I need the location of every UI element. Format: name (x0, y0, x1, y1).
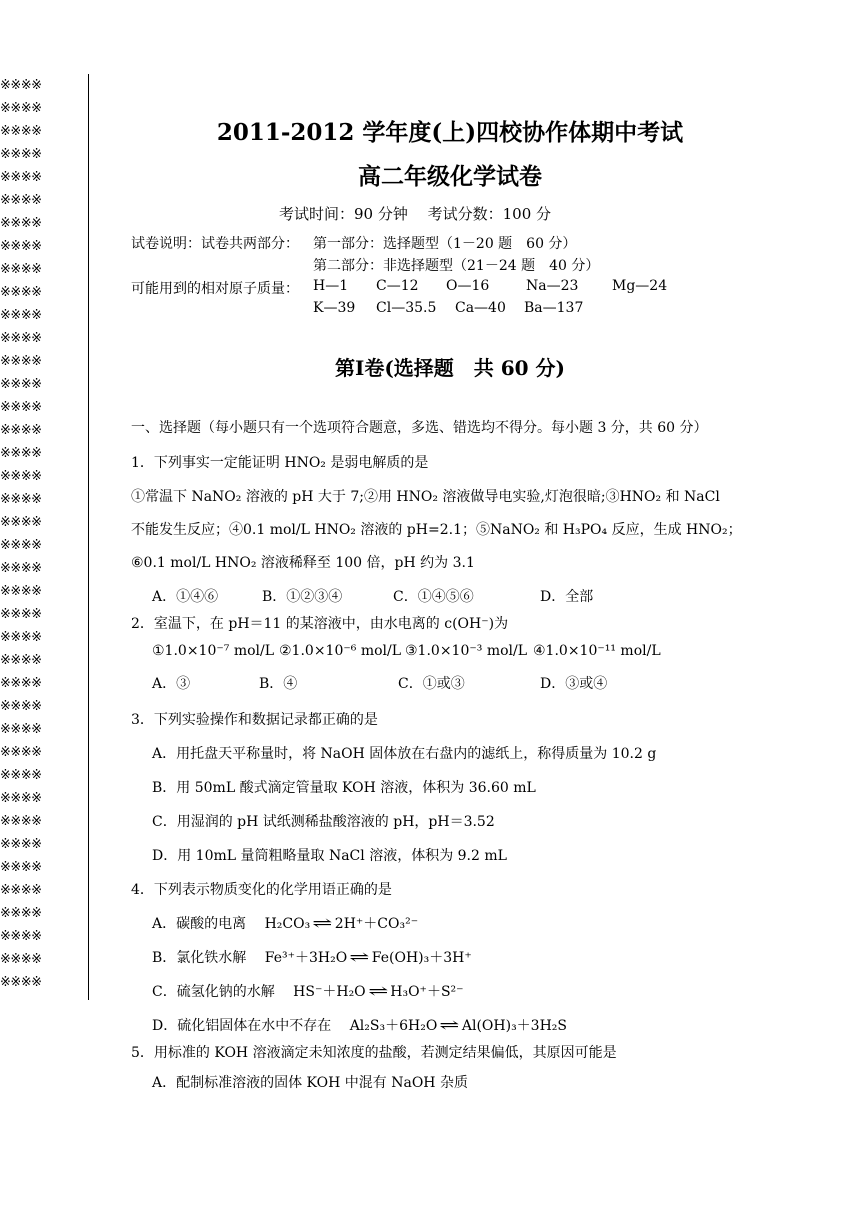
option-label: A．碳酸的电离 (152, 916, 247, 932)
margin-pattern-row: ※※※※ (0, 78, 42, 93)
question-3-option-d: D．用 10mL 量筒粗略量取 NaCl 溶液，体积为 9.2 mL (152, 848, 507, 864)
margin-pattern-row: ※※※※ (0, 308, 42, 323)
atomic-mass: Mg—24 (612, 278, 668, 294)
question-1-option-c: C．①④⑤⑥ (393, 589, 474, 605)
question-2-choice: ①1.0×10⁻⁷ mol/L (152, 643, 275, 659)
question-4-option-c (152, 981, 464, 1001)
margin-pattern-row: ※※※※ (0, 354, 42, 369)
binding-line (88, 74, 89, 1000)
atomic-mass: K—39 (313, 300, 356, 316)
option-label: C．硫氢化钠的水解 (152, 984, 275, 1000)
instructions: 一、选择题（每小题只有一个选项符合题意，多选、错选均不得分。每小题 3 分，共 60 分） (131, 420, 708, 436)
margin-pattern-row: ※※※※ (0, 216, 42, 231)
margin-pattern-row: ※※※※ (0, 607, 42, 622)
equation-lhs: Fe³⁺＋3H₂O (264, 950, 348, 966)
margin-pattern-row: ※※※※ (0, 492, 42, 507)
equation-lhs: H₂CO₃ (264, 916, 311, 932)
option-label: D．硫化铝固体在水中不存在 (152, 1018, 332, 1034)
question-1-line: ⑥0.1 mol/L HNO₂ 溶液稀释至 100 倍，pH 约为 3.1 (131, 555, 475, 571)
exam-info: 考试时间：90 分钟 考试分数：100 分 (279, 205, 552, 223)
equation-rhs: 2H⁺＋CO₃²⁻ (334, 916, 419, 932)
equation-rhs: H₃O⁺＋S²⁻ (390, 984, 464, 1000)
question-1-line: 不能发生反应；④0.1 mol/L HNO₂ 溶液的 pH=2.1；⑤NaNO₂ 和 H₃PO₄ 反应，生成 HNO₂； (131, 522, 742, 538)
question-1-line: ①常温下 NaNO₂ 溶液的 pH 大于 7;②用 HNO₂ 溶液做导电实验,灯泡很暗;③HNO₂ 和 NaCl (131, 489, 720, 505)
margin-pattern-row: ※※※※ (0, 262, 42, 277)
equilibrium-arrow-icon: ⇌ (312, 914, 333, 932)
question-2-choice: ④1.0×10⁻¹¹ mol/L (533, 643, 661, 659)
margin-pattern-row: ※※※※ (0, 469, 42, 484)
atomic-mass: Na—23 (526, 278, 579, 294)
margin-pattern-row: ※※※※ (0, 699, 42, 714)
margin-pattern-row: ※※※※ (0, 929, 42, 944)
equilibrium-arrow-icon: ⇌ (349, 948, 370, 966)
margin-pattern-row: ※※※※ (0, 837, 42, 852)
margin-pattern-row: ※※※※ (0, 285, 42, 300)
atomic-mass: H—1 (313, 278, 349, 294)
equilibrium-arrow-icon: ⇌ (439, 1016, 460, 1034)
question-3-option-c: C．用湿润的 pH 试纸测稀盐酸溶液的 pH，pH＝3.52 (152, 814, 495, 830)
paper-note-label: 试卷说明：试卷共两部分： (131, 236, 299, 252)
question-2-option-d: D．③或④ (540, 676, 608, 692)
margin-pattern-row: ※※※※ (0, 722, 42, 737)
question-2-option-b: B．④ (259, 676, 298, 692)
equilibrium-arrow-icon: ⇌ (367, 982, 389, 1000)
paper-note-part1: 第一部分：选择题型（1－20 题 60 分） (313, 236, 577, 252)
question-4-option-b (152, 947, 472, 967)
atomic-mass: Ba—137 (524, 300, 584, 316)
margin-pattern-row: ※※※※ (0, 538, 42, 553)
margin-pattern-row: ※※※※ (0, 101, 42, 116)
margin-pattern-row: ※※※※ (0, 883, 42, 898)
margin-pattern-row: ※※※※ (0, 676, 42, 691)
question-2-choice: ③1.0×10⁻³ mol/L (405, 643, 528, 659)
margin-pattern-row: ※※※※ (0, 147, 42, 162)
atomic-mass-label: 可能用到的相对原子质量： (131, 281, 299, 297)
margin-pattern-row: ※※※※ (0, 975, 42, 990)
exam-subtitle: 高二年级化学试卷 (358, 163, 542, 190)
margin-pattern-row: ※※※※ (0, 561, 42, 576)
margin-pattern-row: ※※※※ (0, 653, 42, 668)
margin-pattern-row: ※※※※ (0, 768, 42, 783)
margin-pattern-row: ※※※※ (0, 377, 42, 392)
atomic-mass: Ca—40 (455, 300, 506, 316)
margin-pattern-row: ※※※※ (0, 952, 42, 967)
equation-lhs: HS⁻＋H₂O (293, 984, 366, 1000)
exam-title: 2011-2012 学年度(上)四校协作体期中考试 (216, 119, 684, 146)
question-3-option-b: B．用 50mL 酸式滴定管量取 KOH 溶液，体积为 36.60 mL (152, 780, 536, 796)
question-4-stem: 4．下列表示物质变化的化学用语正确的是 (131, 882, 392, 898)
question-2-stem: 2．室温下，在 pH＝11 的某溶液中，由水电离的 c(OH⁻)为 (131, 616, 509, 632)
margin-pattern-row: ※※※※ (0, 446, 42, 461)
margin-pattern-row: ※※※※ (0, 400, 42, 415)
margin-pattern-row: ※※※※ (0, 906, 42, 921)
question-3-option-a: A．用托盘天平称量时，将 NaOH 固体放在右盘内的滤纸上，称得质量为 10.2 g (152, 746, 657, 762)
equation-rhs: Fe(OH)₃＋3H⁺ (371, 950, 472, 966)
paper-note-part2: 第二部分：非选择题型（21－24 题 40 分） (313, 258, 600, 274)
margin-pattern-row: ※※※※ (0, 170, 42, 185)
margin-pattern-row: ※※※※ (0, 791, 42, 806)
question-1-option-a: A．①④⑥ (152, 589, 219, 605)
margin-pattern-row: ※※※※ (0, 515, 42, 530)
question-3-stem: 3．下列实验操作和数据记录都正确的是 (131, 712, 378, 728)
margin-pattern-row: ※※※※ (0, 745, 42, 760)
margin-pattern-row: ※※※※ (0, 193, 42, 208)
section-title: 第Ⅰ卷(选择题 共 60 分) (334, 356, 566, 380)
margin-pattern-row: ※※※※ (0, 331, 42, 346)
question-1-option-d: D．全部 (540, 589, 594, 605)
atomic-mass: O—16 (446, 278, 490, 294)
margin-pattern-row: ※※※※ (0, 584, 42, 599)
atomic-mass: C—12 (376, 278, 419, 294)
margin-pattern-row: ※※※※ (0, 124, 42, 139)
question-4-option-d (152, 1015, 567, 1035)
equation-rhs: Al(OH)₃＋3H₂S (461, 1018, 568, 1034)
margin-pattern-row: ※※※※ (0, 860, 42, 875)
equation-lhs: Al₂S₃＋6H₂O (349, 1018, 438, 1034)
margin-pattern-row: ※※※※ (0, 814, 42, 829)
question-5-option-a: A．配制标准溶液的固体 KOH 中混有 NaOH 杂质 (152, 1075, 468, 1091)
margin-pattern-row: ※※※※ (0, 239, 42, 254)
atomic-mass: Cl—35.5 (376, 300, 437, 316)
option-label: B．氯化铁水解 (152, 950, 247, 966)
binding-margin (0, 74, 80, 994)
question-2-choice: ②1.0×10⁻⁶ mol/L (279, 643, 402, 659)
margin-pattern-row: ※※※※ (0, 423, 42, 438)
question-2-option-a: A．③ (152, 676, 191, 692)
question-4-option-a (152, 913, 418, 933)
margin-pattern-row: ※※※※ (0, 630, 42, 645)
question-2-option-c: C．①或③ (398, 676, 465, 692)
question-1-option-b: B．①②③④ (262, 589, 343, 605)
question-1-stem: 1．下列事实一定能证明 HNO₂ 是弱电解质的是 (131, 455, 429, 471)
question-5-stem: 5．用标准的 KOH 溶液滴定未知浓度的盐酸，若测定结果偏低，其原因可能是 (131, 1045, 617, 1061)
